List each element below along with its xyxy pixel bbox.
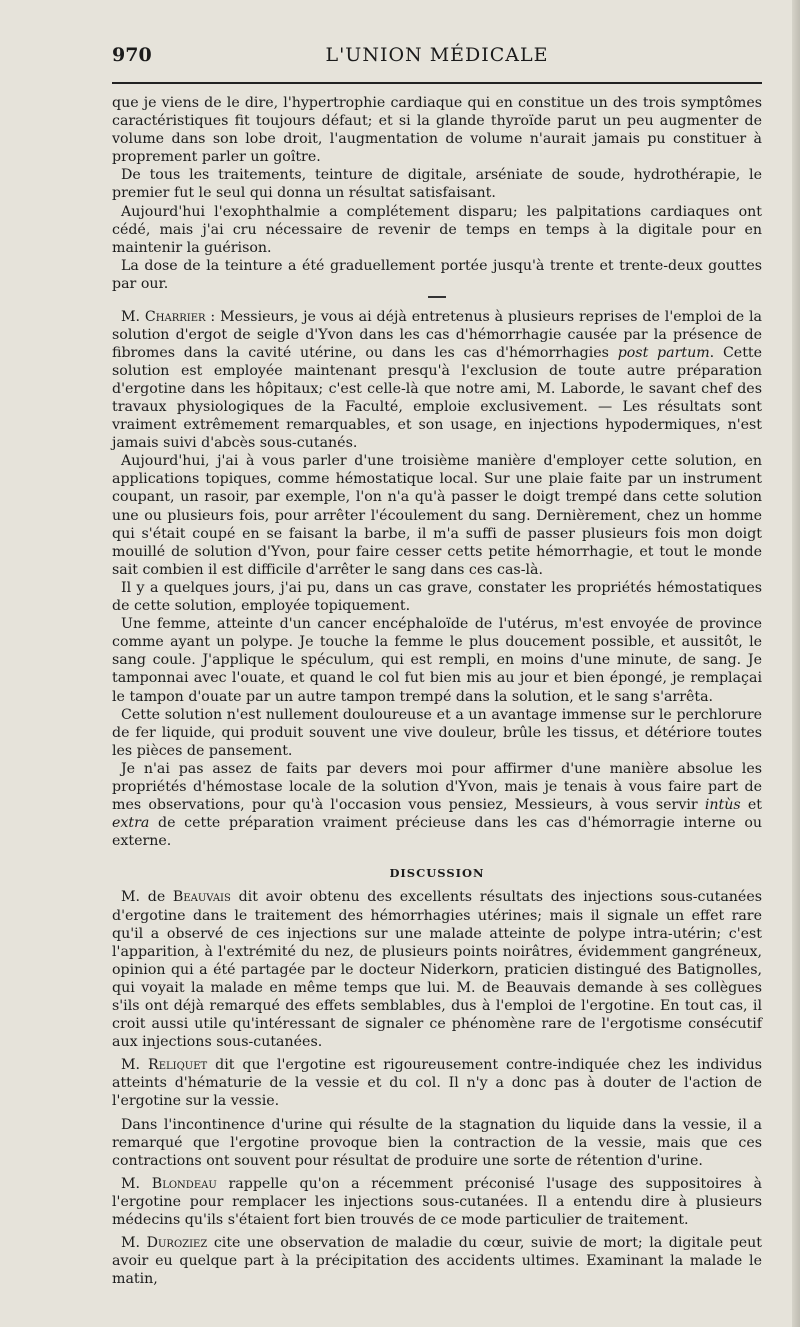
- header-rule: [112, 82, 762, 84]
- paragraph-text: et: [740, 797, 762, 814]
- speaker-prefix: M.: [121, 1235, 141, 1252]
- speaker-paragraph-duroziez: [112, 1234, 762, 1288]
- page-number: 970: [112, 44, 152, 66]
- paragraph-text: . Cette solution est employée maintenant presqu'à l'exclusion de toute autre préparation d'ergotine dans les hôpitaux; c'est celle-là que notre ami, M. Laborde, le savant chef des travaux physiologiques de la Faculté, emploie exclusivement. — Les résultats sont vraiment extrêmement remarquables, et son usage, en injections hypodermiques, n'est jamais suivi d'abcès sous-cutanés.: [112, 344, 762, 452]
- article-body: [112, 94, 762, 1288]
- italic-word: extra: [112, 815, 150, 832]
- speaker-prefix: M. de: [121, 889, 166, 906]
- paragraph: De tous les traitements, teinture de digitale, arséniate de soude, hydrothérapie, le premier fut le seul qui donna un résultat satisfaisant.: [112, 167, 762, 202]
- paragraph: Il y a quelques jours, j'ai pu, dans un cas grave, constater les propriétés hémostatiques de cette solution, employée topiquement.: [112, 579, 762, 615]
- italic-word: intùs: [704, 797, 741, 814]
- speaker-paragraph-reliquet: [112, 1056, 762, 1110]
- paragraph-text: : Messieurs, je vous ai déjà entretenus à plusieurs reprises de l'emploi de la solution d'ergot de seigle d'Yvon dans les cas d'hémorrhagie causée par la présence de fibromes dans la cavité utérine, ou dans les cas d'hémorrhagies: [112, 308, 762, 361]
- speaker-prefix: M.: [121, 1175, 141, 1192]
- section-heading: DISCUSSION: [389, 866, 485, 881]
- section-separator: [428, 296, 446, 298]
- paragraph: La dose de la teinture a été graduellement portée jusqu'à trente et trente-deux gouttes par our.: [112, 257, 762, 292]
- paragraph: Cette solution n'est nullement douloureuse et a un avantage immense sur le perchlorure de fer liquide, qui produit souvent une vive douleur, brûle les tissus, et détériore toutes les pièces de pansement.: [112, 706, 762, 759]
- italic-phrase: post partum: [617, 344, 710, 361]
- speaker-prefix: M.: [121, 308, 141, 325]
- speaker-paragraph-charrier: [112, 308, 762, 453]
- paragraph-text: dit avoir obtenu des excellents résultats des injections sous-cutanées d'ergotine dans le traitement des hémorrhagies utérines; mais il signale un effet rare qu'il a observé de ces injections sur une malade atteinte de polype intra-utérin; c'est l'apparition, à l'extrémité du nez, de plusieurs points noirâtres, évidemment gangréneux, opinion qui a été partagée par le docteur Niderkorn, praticien distingué des Batignolles, qui voyait la malade en même temps que lui. M. de Beauvais demande à ses collègues s'ils ont déjà remarqué des effets semblables, dus à l'emploi de l'ergotine. En tout cas, il croit aussi utile qu'intéressant de signaler ce phénomène rare de l'ergotisme consécutif aux injections sous-cutanées.: [112, 889, 763, 1051]
- running-head: L'UNION MÉDICALE: [325, 44, 549, 66]
- paragraph: Dans l'incontinence d'urine qui résulte de la stagnation du liquide dans la vessie, il a remarqué que l'ergotine provoque bien la contraction de la vessie, mais que ces contractions ont souvent pour résultat de produire une sorte de rétention d'urine.: [112, 1116, 762, 1169]
- paragraph-text: Je n'ai pas assez de faits par devers moi pour affirmer d'une manière absolue les propriétés d'hémostase locale de la solution d'Yvon, mais je tenais à vous faire part de mes observations, pour qu'à l'occasion vous pensiez, Messieurs, à vous servir: [112, 760, 762, 814]
- paragraph-text: dit que l'ergotine est rigoureusement contre-indiquée chez les individus atteints d'hématurie de la vessie et du col. Il n'y a donc pas à douter de l'action de l'ergotine sur la vessie.: [112, 1057, 763, 1110]
- speaker-prefix: M.: [121, 1057, 141, 1074]
- speaker-paragraph-beauvais: [112, 888, 762, 1051]
- paragraph: Une femme, atteinte d'un cancer encéphaloïde de l'utérus, m'est envoyée de province comme ayant un polype. Je touche la femme le plus doucement possible, et aussitôt, le sang coule. J'applique le spéculum, qui est rempli, en moins d'une minute, de sang. Je tamponnai avec l'ouate, et quand le col fut bien mis au jour et bien épongé, je remplaçai le tampon d'ouate par un autre tampon trempé dans la solution, et le sang s'arrêta.: [112, 616, 762, 705]
- paragraph: que je viens de le dire, l'hypertrophie cardiaque qui en constitue un des trois symptômes caractéristiques fit toujours défaut; et si la glande thyroïde parut un peu augmenter de volume dans son lobe droit, l'augmentation de volume n'aurait jamais pu constituer à proprement parler un goître.: [112, 95, 762, 166]
- page-header: [112, 44, 762, 72]
- paragraph: Aujourd'hui, j'ai à vous parler d'une troisième manière d'employer cette solution, en applications topiques, comme hémostatique local. Sur une plaie faite par un instrument coupant, un rasoir, par exemple, l'on n'a qu'à passer le doigt trempé dans cette solution une ou plusieurs fois, pour arrêter l'écoulement du sang. Dernièrement, chez un homme qui s'était coupé en se faisant la barbe, il m'a suffi de passer plusieurs fois mon doigt mouillé de solution d'Yvon, pour faire cesser cetts petite hémorrhagie, et tout le monde sait combien il est difficile d'arrêter le sang dans ces cas-là.: [112, 453, 762, 578]
- speaker-name: Charrier: [144, 308, 206, 325]
- paragraph-text: cite une observation de maladie du cœur, suivie de mort; la digitale peut avoir eu quelque part à la précipitation des accidents ultimes. Examinant la malade le matin,: [112, 1235, 762, 1288]
- paragraph-text: de cette préparation vraiment précieuse dans les cas d'hémorragie interne ou externe.: [112, 815, 762, 850]
- paragraph: Aujourd'hui l'exophthalmie a complétement disparu; les palpitations cardiaques ont cédé, mais j'ai cru nécessaire de revenir de temps en temps à la digitale pour en maintenir la guérison.: [112, 203, 762, 256]
- paragraph: [112, 760, 762, 850]
- speaker-name: Duroziez: [146, 1235, 208, 1252]
- speaker-name: Beauvais: [172, 889, 231, 906]
- paragraph-text: rappelle qu'on a récemment préconisé l'usage des suppositoires à l'ergotine pour remplacer les injections sous-cutanées. Il a entendu dire à plusieurs médecins qu'ils s'étaient fort bien trouvés de ce mode particulier de traitement.: [112, 1175, 762, 1229]
- speaker-name: Blondeau: [151, 1175, 217, 1192]
- speaker-paragraph-blondeau: [112, 1175, 762, 1229]
- speaker-name: Reliquet: [148, 1057, 208, 1074]
